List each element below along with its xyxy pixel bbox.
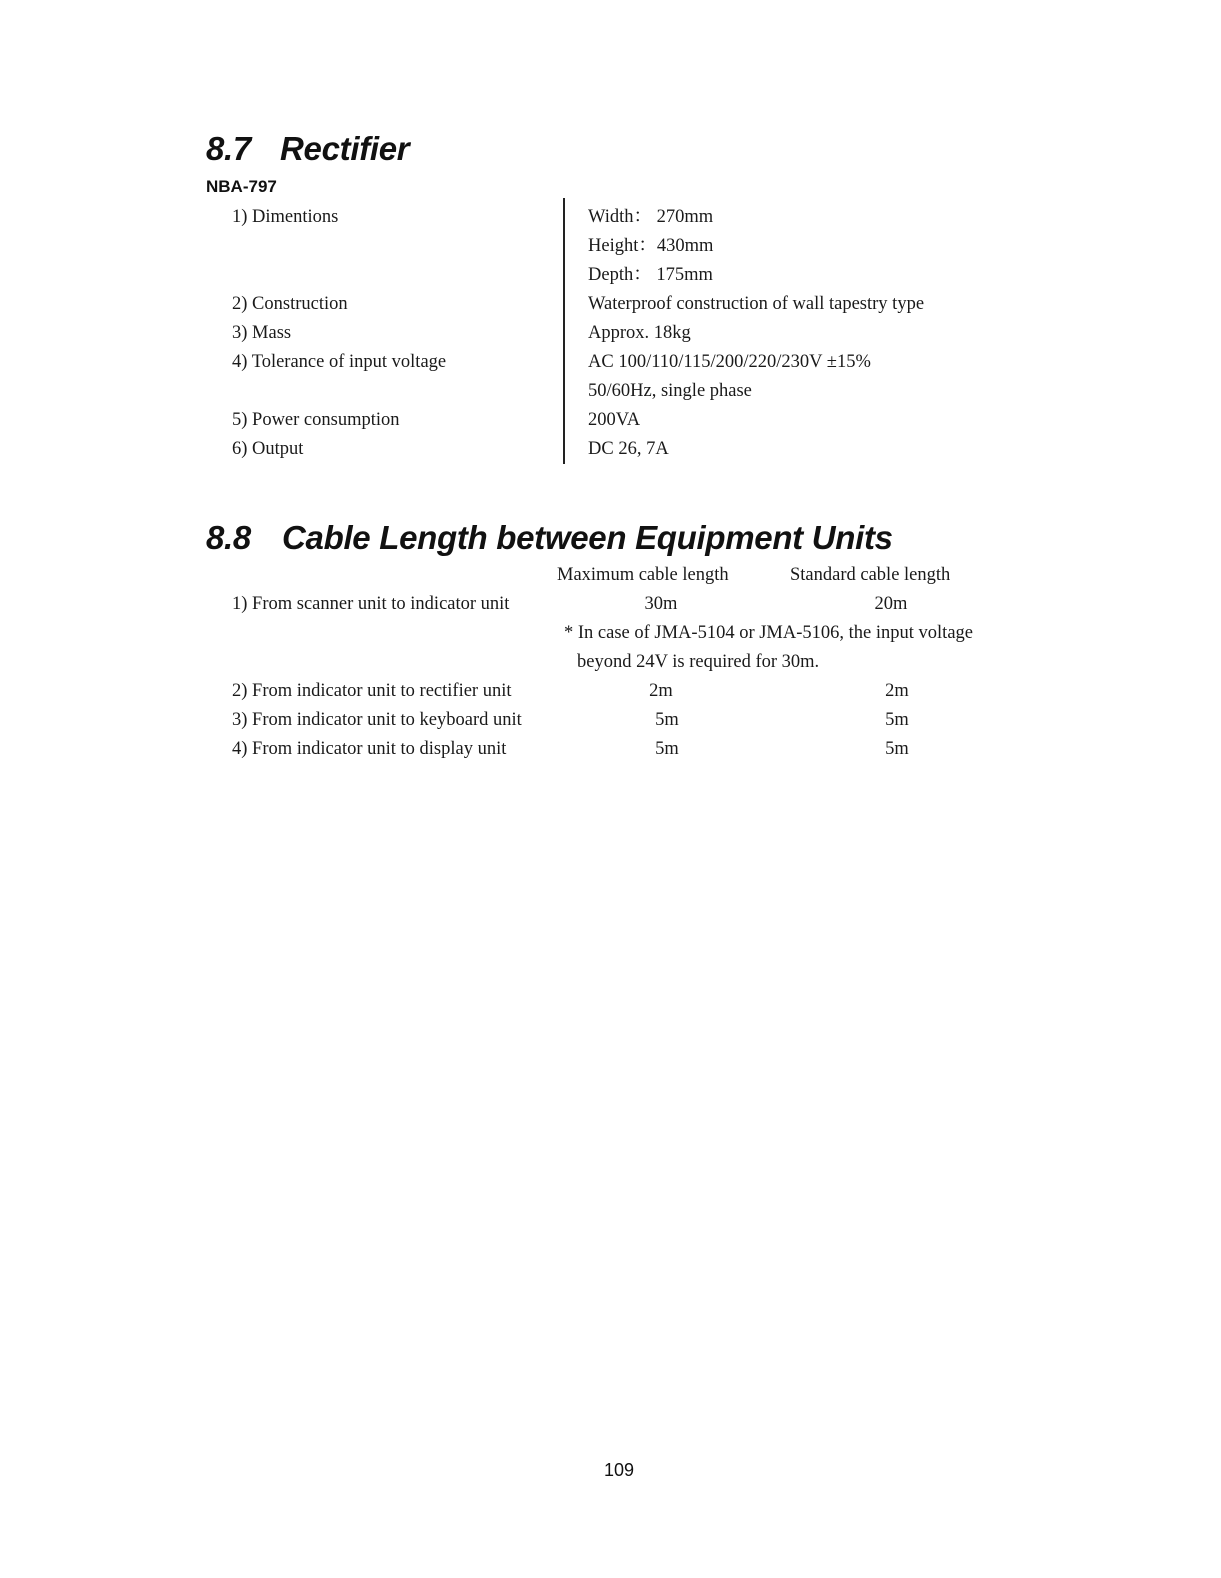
spec-value-mass: Approx. 18kg: [588, 323, 691, 343]
spec-value-height: Height：430mm: [588, 236, 714, 256]
spec-value-depth: Depth： 175mm: [588, 265, 713, 285]
cable-row-std: 5m: [885, 739, 909, 759]
section-number: 8.7: [206, 130, 251, 167]
spec-value-voltage: AC 100/110/115/200/220/230V ±15%: [588, 352, 871, 372]
spec-value-width: Width： 270mm: [588, 207, 714, 227]
spec-value-output: DC 26, 7A: [588, 439, 669, 459]
spec-value-power: 200VA: [588, 410, 641, 430]
spec-label-power-consumption: 5) Power consumption: [232, 410, 400, 430]
cable-note-line-2: beyond 24V is required for 30m.: [577, 652, 820, 672]
spec-label-dimensions: 1) Dimentions: [232, 207, 339, 227]
model-number: NBA-797: [206, 177, 277, 196]
spec-value-construction: Waterproof construction of wall tapestry type: [588, 294, 925, 314]
cable-row-max: 30m: [644, 594, 678, 614]
cable-note-line-1: * In case of JMA-5104 or JMA-5106, the input voltage: [564, 623, 973, 643]
column-divider: [563, 198, 565, 464]
cable-row-max: 5m: [655, 710, 679, 730]
cable-row-label: 1) From scanner unit to indicator unit: [232, 594, 510, 614]
cable-row-std: 5m: [885, 710, 909, 730]
cable-row-max: 2m: [649, 681, 673, 701]
section-title: Cable Length between Equipment Units: [282, 519, 893, 556]
column-header-max: Maximum cable length: [557, 565, 729, 585]
spec-value-frequency: 50/60Hz, single phase: [588, 381, 752, 401]
cable-row-std: 2m: [885, 681, 909, 701]
cable-row-std: 20m: [874, 594, 908, 614]
cable-row-label: 4) From indicator unit to display unit: [232, 739, 507, 759]
section-heading-8-8: [206, 519, 893, 557]
cable-row-label: 2) From indicator unit to rectifier unit: [232, 681, 512, 701]
spec-label-mass: 3) Mass: [232, 323, 292, 343]
section-heading-8-7: [206, 130, 410, 168]
spec-label-input-voltage: 4) Tolerance of input voltage: [232, 352, 447, 372]
page-number: 109: [604, 1460, 635, 1480]
cable-row-max: 5m: [655, 739, 679, 759]
section-number: 8.8: [206, 519, 251, 556]
spec-label-output: 6) Output: [232, 439, 304, 459]
cable-row-label: 3) From indicator unit to keyboard unit: [232, 710, 522, 730]
column-header-std: Standard cable length: [790, 565, 951, 585]
spec-label-construction: 2) Construction: [232, 294, 348, 314]
section-title: Rectifier: [280, 130, 410, 167]
